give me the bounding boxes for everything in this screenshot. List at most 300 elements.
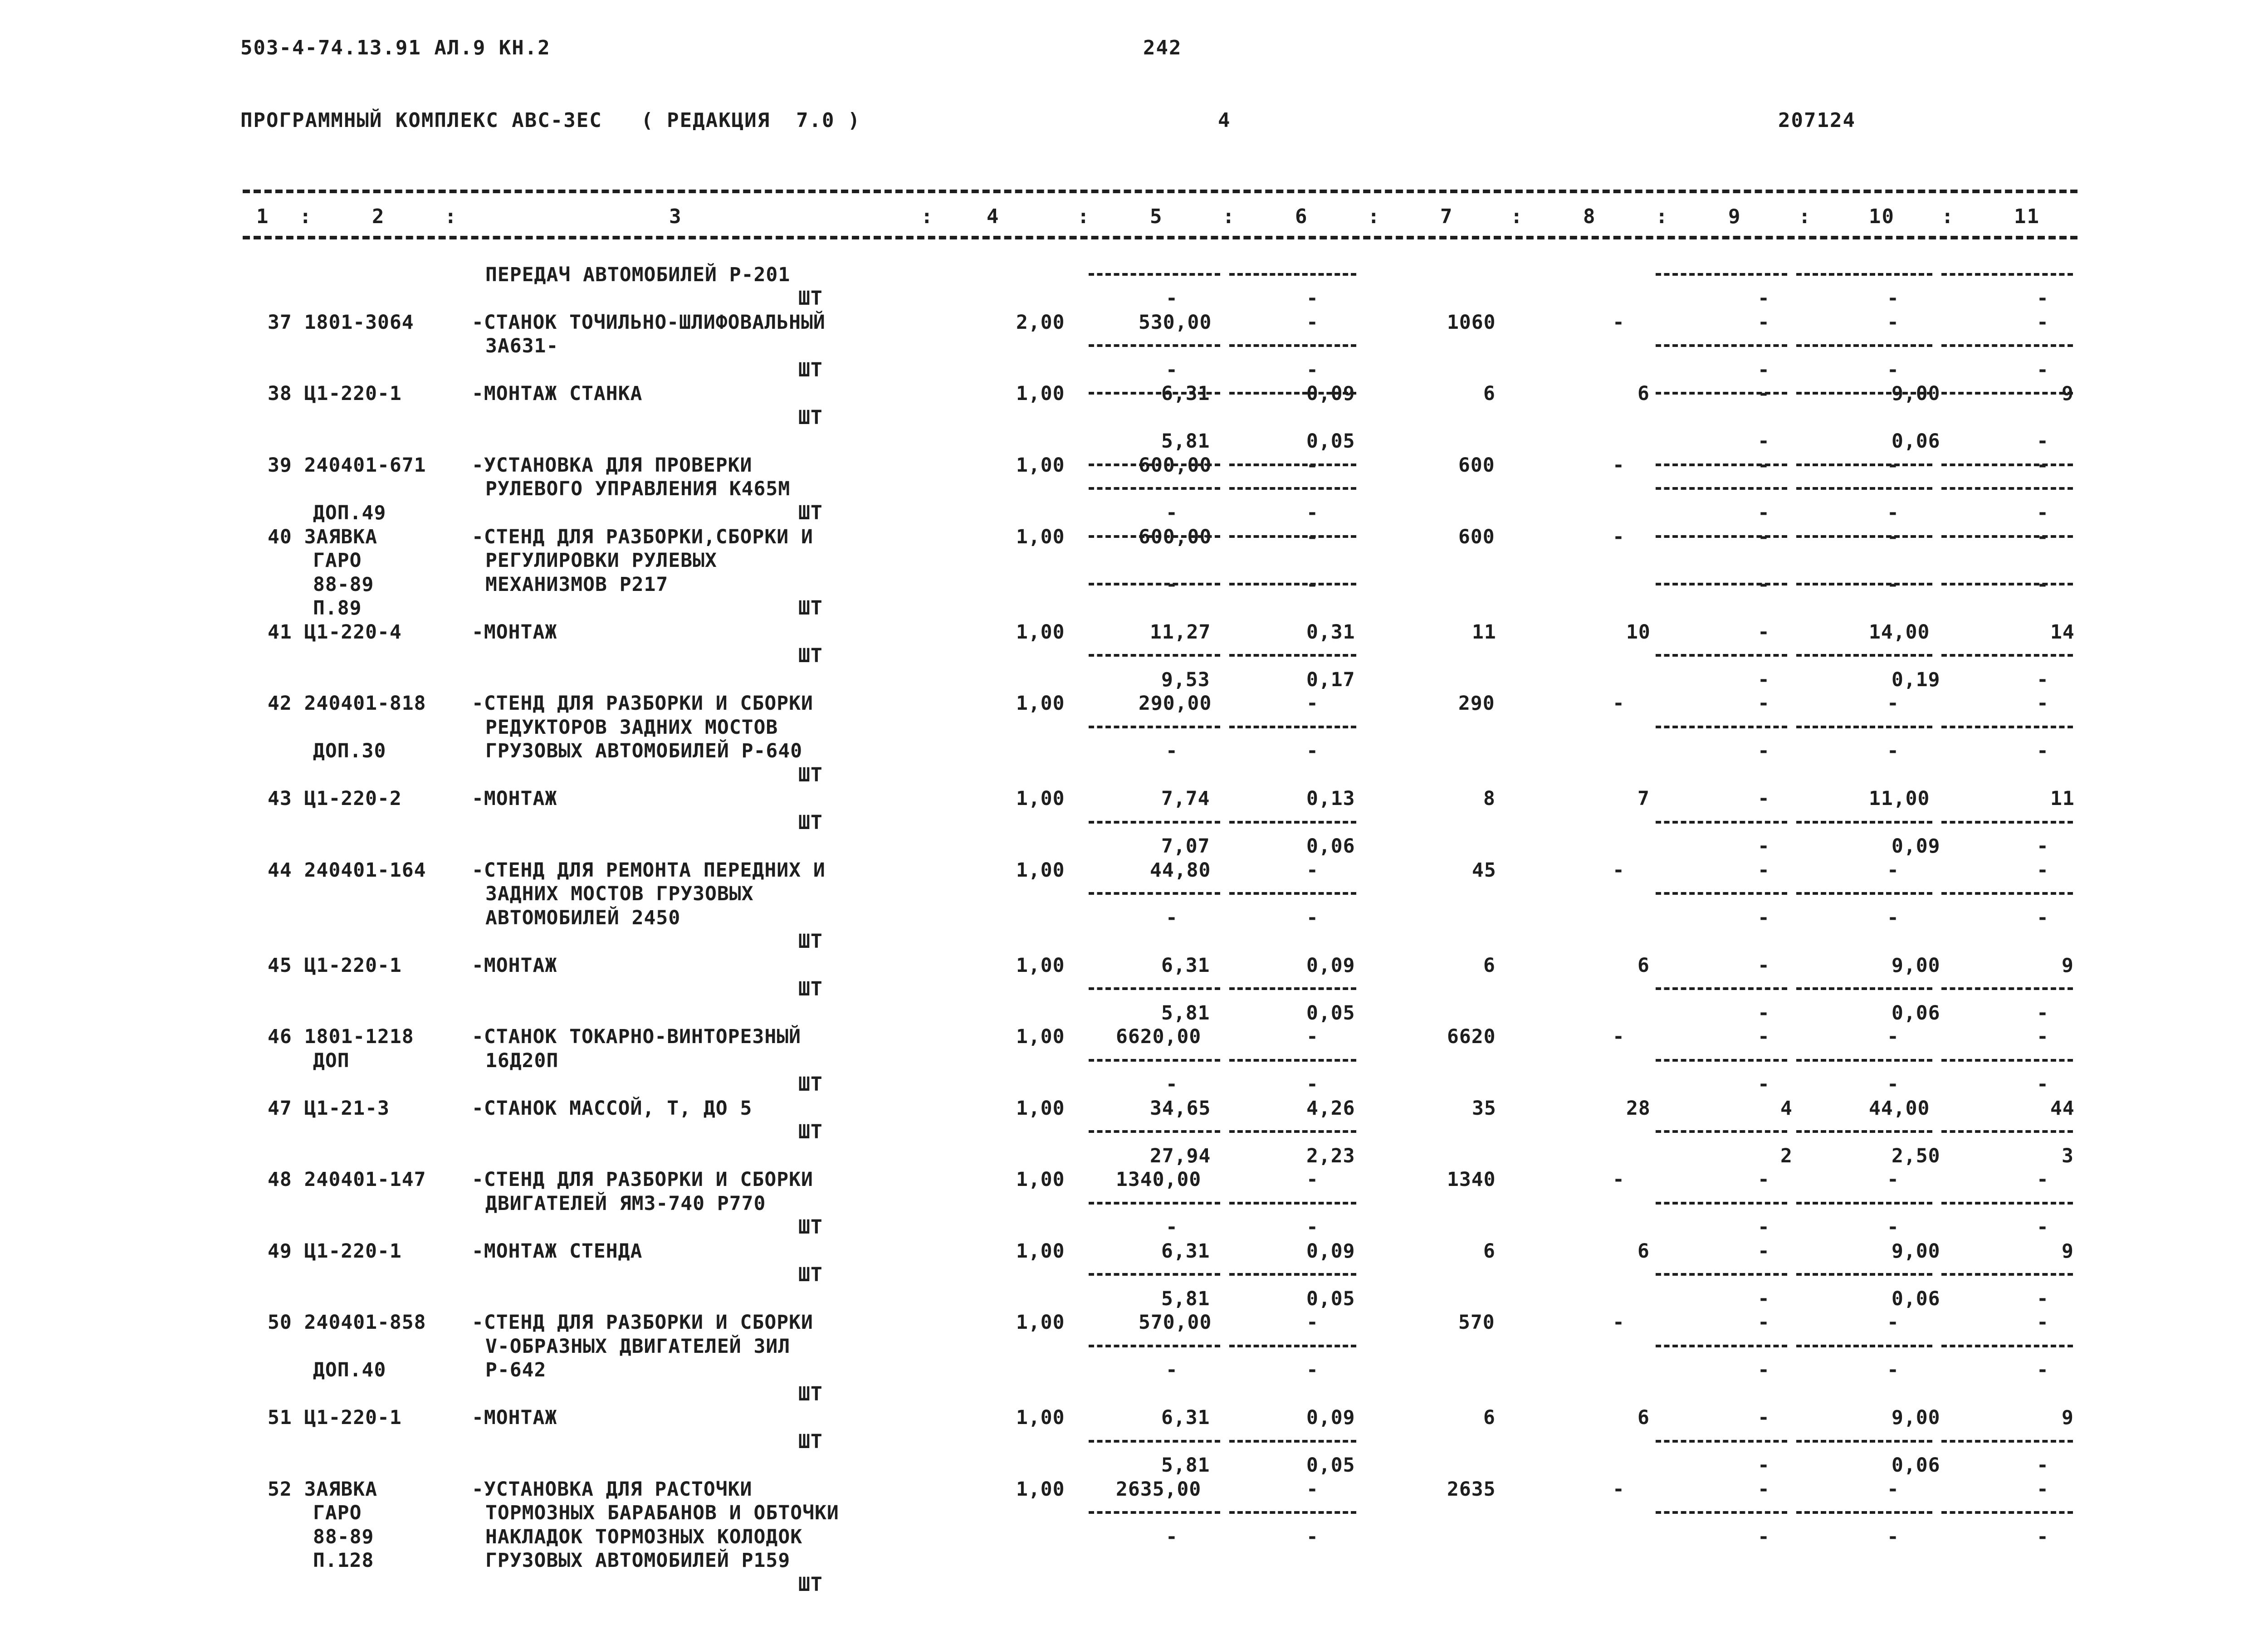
dash-segment: [1941, 1130, 2073, 1133]
document-code: 503-4-74.13.91 АЛ.9 КН.2: [240, 36, 551, 59]
value: 0,31: [1306, 621, 1355, 644]
value: 0,09: [1306, 954, 1355, 977]
dash-segment: [1941, 392, 2073, 395]
value: 11,00: [1869, 787, 1930, 810]
dash-segment: [1229, 487, 1356, 490]
value: 1060: [1447, 311, 1496, 334]
dash-segment: [1796, 392, 1932, 395]
value: 9: [2062, 954, 2074, 977]
column-separator: :: [1222, 205, 1236, 228]
row-text: -УСТАНОВКА ДЛЯ ПРОВЕРКИ: [472, 454, 753, 477]
dash-segment: [1656, 654, 1787, 657]
dash-segment: [1796, 1511, 1932, 1514]
table-top-rule: [243, 190, 2077, 193]
row-text: -СТЕНД ДЛЯ РЕМОНТА ПЕРЕДНИХ И: [472, 859, 826, 882]
dash-value: -: [2037, 835, 2049, 858]
dash-value: -: [2037, 359, 2049, 381]
row-text: НАКЛАДОК ТОРМОЗНЫХ КОЛОДОК: [485, 1526, 803, 1548]
dash-segment: [1941, 1202, 2073, 1205]
dash-value: -: [1613, 1168, 1625, 1191]
row-text: -СТАНОК МАССОЙ, Т, ДО 5: [472, 1097, 753, 1120]
value: 6620,00: [1116, 1025, 1202, 1048]
value: 290,00: [1139, 692, 1212, 715]
dash-value: -: [1758, 1216, 1770, 1239]
column-header-10: 10: [1869, 205, 1895, 228]
value: 35: [1472, 1097, 1496, 1120]
row-text: -МОНТАЖ: [472, 954, 557, 977]
row-text: ШТ: [798, 978, 823, 1000]
value: 44,00: [1869, 1097, 1930, 1120]
value: 0,05: [1306, 1454, 1355, 1477]
value: 1,00: [1016, 1478, 1065, 1501]
value: 34,65: [1150, 1097, 1211, 1120]
value: 1,00: [1016, 692, 1065, 715]
value: 0,05: [1306, 1002, 1355, 1024]
dash-segment: [1089, 463, 1220, 466]
value: 6,31: [1161, 954, 1210, 977]
row-text: МЕХАНИЗМОВ Р217: [485, 573, 669, 596]
dash-value: -: [1166, 287, 1178, 310]
dash-segment: [1941, 726, 2073, 728]
dash-segment: [1796, 1273, 1932, 1276]
value: 11: [1472, 621, 1496, 644]
value: 2: [1780, 1145, 1793, 1167]
dash-segment: [1796, 726, 1932, 728]
dash-value: -: [1887, 1073, 1899, 1096]
dash-value: -: [1758, 1240, 1770, 1263]
column-header-11: 11: [2014, 205, 2040, 228]
dash-segment: [1796, 463, 1932, 466]
dash-segment: [1089, 392, 1220, 395]
value: 6,31: [1161, 382, 1210, 405]
row-text: -МОНТАЖ СТЕНДА: [472, 1240, 643, 1263]
dash-value: -: [1306, 311, 1319, 334]
row-text: ДОП: [313, 1049, 350, 1072]
row-text: ШТ: [798, 502, 823, 524]
value: 44: [2050, 1097, 2075, 1120]
value: 0,09: [1892, 835, 1941, 858]
value: 27,94: [1150, 1145, 1211, 1167]
dash-value: -: [1887, 907, 1899, 929]
value: 6: [1637, 1406, 1650, 1429]
dash-value: -: [1887, 359, 1899, 381]
dash-segment: [1941, 487, 2073, 490]
value: 6: [1483, 382, 1496, 405]
value: 1340: [1447, 1168, 1496, 1191]
dash-value: -: [2037, 573, 2049, 596]
row-text: ГАРО: [313, 549, 362, 572]
column-separator: :: [1368, 205, 1381, 228]
value: 1,00: [1016, 954, 1065, 977]
value: 1,00: [1016, 1240, 1065, 1263]
dash-segment: [1229, 726, 1356, 728]
dash-value: -: [1166, 1073, 1178, 1096]
row-text: ШТ: [798, 287, 823, 310]
value: 3: [2062, 1145, 2074, 1167]
dash-segment: [1089, 654, 1220, 657]
dash-value: -: [1758, 1168, 1770, 1191]
column-header-9: 9: [1728, 205, 1741, 228]
column-separator: :: [445, 205, 458, 228]
value: 1,00: [1016, 1025, 1065, 1048]
row-text: ШТ: [798, 1073, 823, 1096]
value: 1,00: [1016, 1168, 1065, 1191]
value: 6: [1637, 382, 1650, 405]
dash-segment: [1089, 1273, 1220, 1276]
row-text: -МОНТАЖ: [472, 1406, 557, 1429]
row-text: 48 240401-147: [268, 1168, 426, 1191]
dash-segment: [1796, 654, 1932, 657]
dash-value: -: [1887, 1025, 1899, 1048]
row-text: 47 Ц1-21-3: [268, 1097, 390, 1120]
dash-value: -: [1166, 1526, 1178, 1548]
dash-value: -: [1306, 359, 1319, 381]
dash-value: -: [1613, 526, 1625, 548]
dash-segment: [1656, 892, 1787, 895]
dash-value: -: [1758, 1311, 1770, 1334]
value: 5,81: [1161, 1454, 1210, 1477]
dash-segment: [1796, 987, 1932, 990]
column-separator: :: [1941, 205, 1955, 228]
row-text: -МОНТАЖ: [472, 621, 557, 644]
dash-value: -: [1613, 1311, 1625, 1334]
value: 6: [1483, 1406, 1496, 1429]
dash-segment: [1089, 1511, 1220, 1514]
value: 9,00: [1892, 954, 1941, 977]
value: 0,06: [1892, 1002, 1941, 1024]
row-text: ШТ: [798, 1216, 823, 1239]
dash-value: -: [1887, 287, 1899, 310]
value: 6,31: [1161, 1406, 1210, 1429]
value: 28: [1626, 1097, 1651, 1120]
dash-segment: [1089, 726, 1220, 728]
value: 6,31: [1161, 1240, 1210, 1263]
value: 0,06: [1892, 430, 1941, 453]
dash-value: -: [2037, 1168, 2049, 1191]
dash-value: -: [2037, 668, 2049, 691]
value: 1,00: [1016, 621, 1065, 644]
value: 10: [1626, 621, 1651, 644]
row-text: РУЛЕВОГО УПРАВЛЕНИЯ К465М: [485, 478, 791, 500]
dash-value: -: [1887, 1311, 1899, 1334]
dash-segment: [1796, 1130, 1932, 1133]
column-header-6: 6: [1295, 205, 1308, 228]
value: 11,27: [1150, 621, 1211, 644]
dash-value: -: [1887, 1478, 1899, 1501]
row-text: 46 1801-1218: [268, 1025, 414, 1048]
value: 0,19: [1892, 668, 1941, 691]
row-text: 40 ЗАЯВКА: [268, 526, 377, 548]
dash-value: -: [2037, 1216, 2049, 1239]
dash-segment: [1941, 535, 2073, 538]
dash-segment: [1229, 583, 1356, 585]
dash-segment: [1089, 1059, 1220, 1062]
value: 9,00: [1892, 1240, 1941, 1263]
dash-value: -: [1166, 1216, 1178, 1239]
value: 600,00: [1139, 454, 1212, 477]
value: 530,00: [1139, 311, 1212, 334]
row-text: ШТ: [798, 1383, 823, 1405]
row-text: ТОРМОЗНЫХ БАРАБАНОВ И ОБТОЧКИ: [485, 1502, 839, 1524]
dash-segment: [1941, 344, 2073, 347]
dash-segment: [1229, 821, 1356, 824]
row-text: ШТ: [798, 406, 823, 429]
dash-value: -: [1887, 1526, 1899, 1548]
dash-segment: [1229, 987, 1356, 990]
value: 0,13: [1306, 787, 1355, 810]
value: 7: [1637, 787, 1650, 810]
value: 6: [1637, 954, 1650, 977]
dash-value: -: [1306, 502, 1319, 524]
row-text: 3А631-: [485, 335, 559, 357]
dash-segment: [1796, 821, 1932, 824]
dash-value: -: [2037, 1288, 2049, 1310]
row-text: 38 Ц1-220-1: [268, 382, 402, 405]
row-text: 16Д20П: [485, 1049, 559, 1072]
dash-value: -: [1758, 359, 1770, 381]
dash-value: -: [1758, 787, 1770, 810]
dash-segment: [1089, 1202, 1220, 1205]
dash-value: -: [1758, 954, 1770, 977]
dash-value: -: [1306, 1526, 1319, 1548]
dash-segment: [1796, 535, 1932, 538]
value: 0,17: [1306, 668, 1355, 691]
dash-value: -: [1613, 311, 1625, 334]
value: 0,06: [1892, 1454, 1941, 1477]
dash-value: -: [1887, 454, 1899, 477]
value: 4: [1780, 1097, 1793, 1120]
value: 6620: [1447, 1025, 1496, 1048]
dash-segment: [1941, 987, 2073, 990]
dash-value: -: [1758, 692, 1770, 715]
value: 44,80: [1150, 859, 1211, 882]
dash-value: -: [1758, 1288, 1770, 1310]
column-header-2: 2: [372, 205, 385, 228]
dash-segment: [1656, 1440, 1787, 1443]
row-text: ДОП.30: [313, 740, 386, 762]
dash-segment: [1229, 1345, 1356, 1347]
dash-value: -: [1758, 859, 1770, 882]
dash-segment: [1796, 1202, 1932, 1205]
dash-value: -: [1887, 1168, 1899, 1191]
dash-value: -: [1758, 573, 1770, 596]
row-text: ДОП.49: [313, 502, 386, 524]
value: 1,00: [1016, 1406, 1065, 1429]
dash-value: -: [1613, 1025, 1625, 1048]
value: 9,00: [1892, 382, 1941, 405]
value: 9: [2062, 382, 2074, 405]
value: 6: [1483, 954, 1496, 977]
dash-segment: [1089, 583, 1220, 585]
dash-segment: [1229, 1511, 1356, 1514]
value: 0,05: [1306, 1288, 1355, 1310]
row-text: ШТ: [798, 359, 823, 381]
row-text: 37 1801-3064: [268, 311, 414, 334]
column-separator: :: [921, 205, 934, 228]
dash-segment: [1229, 535, 1356, 538]
row-text: 45 Ц1-220-1: [268, 954, 402, 977]
dash-segment: [1941, 1345, 2073, 1347]
dash-value: -: [2037, 1478, 2049, 1501]
dash-value: -: [2037, 1311, 2049, 1334]
row-text: П.89: [313, 597, 362, 619]
dash-value: -: [2037, 502, 2049, 524]
value: 1,00: [1016, 382, 1065, 405]
dash-segment: [1941, 583, 2073, 585]
row-text: ШТ: [798, 1121, 823, 1143]
value: 9: [2062, 1406, 2074, 1429]
dash-value: -: [1758, 311, 1770, 334]
dash-segment: [1229, 1059, 1356, 1062]
dash-value: -: [1306, 907, 1319, 929]
program-title: ПРОГРАММНЫЙ КОМПЛЕКС АВС-ЗЕС ( РЕДАКЦИЯ 7.0 ): [240, 109, 861, 132]
value: 1,00: [1016, 526, 1065, 548]
value: 9,53: [1161, 668, 1210, 691]
column-separator: :: [299, 205, 313, 228]
row-text: РЕДУКТОРОВ ЗАДНИХ МОСТОВ: [485, 716, 778, 739]
row-text: -МОНТАЖ СТАНКА: [472, 382, 643, 405]
page-number: 242: [1143, 36, 1182, 59]
value: 0,06: [1306, 835, 1355, 858]
value: 600: [1458, 526, 1495, 548]
dash-value: -: [1166, 502, 1178, 524]
dash-value: -: [2037, 311, 2049, 334]
dash-value: -: [2037, 1073, 2049, 1096]
dash-segment: [1796, 273, 1932, 276]
column-separator: :: [1799, 205, 1812, 228]
dash-value: -: [2037, 859, 2049, 882]
row-text: -СТЕНД ДЛЯ РАЗБОРКИ И СБОРКИ: [472, 1311, 813, 1334]
dash-segment: [1796, 1345, 1932, 1347]
value: 1,00: [1016, 454, 1065, 477]
dash-segment: [1089, 487, 1220, 490]
dash-value: -: [1306, 1359, 1319, 1381]
dash-value: -: [1306, 1073, 1319, 1096]
dash-segment: [1941, 892, 2073, 895]
dash-value: -: [2037, 1002, 2049, 1024]
row-text: V-ОБРАЗНЫХ ДВИГАТЕЛЕЙ ЗИЛ: [485, 1335, 791, 1358]
column-separator: :: [1656, 205, 1669, 228]
dash-segment: [1089, 987, 1220, 990]
value: 5,81: [1161, 1002, 1210, 1024]
value: 570: [1458, 1311, 1495, 1334]
dash-value: -: [1166, 907, 1178, 929]
row-text: ШТ: [798, 811, 823, 834]
dash-segment: [1089, 821, 1220, 824]
row-text: 41 Ц1-220-4: [268, 621, 402, 644]
dash-value: -: [1758, 526, 1770, 548]
dash-value: -: [1758, 907, 1770, 929]
column-header-3: 3: [669, 205, 682, 228]
dash-segment: [1941, 463, 2073, 466]
row-text: ШТ: [798, 1263, 823, 1286]
row-text: 44 240401-164: [268, 859, 426, 882]
dash-value: -: [2037, 1454, 2049, 1477]
dash-value: -: [1887, 1216, 1899, 1239]
row-text: ШТ: [798, 930, 823, 953]
value: 14: [2050, 621, 2075, 644]
dash-segment: [1229, 392, 1356, 395]
dash-segment: [1229, 1273, 1356, 1276]
value: 5,81: [1161, 430, 1210, 453]
value: 0,09: [1306, 1240, 1355, 1263]
dash-segment: [1941, 821, 2073, 824]
dash-segment: [1796, 344, 1932, 347]
row-text: 52 ЗАЯВКА: [268, 1478, 377, 1501]
dash-segment: [1089, 273, 1220, 276]
row-text: ШТ: [798, 1573, 823, 1596]
dash-value: -: [1613, 454, 1625, 477]
dash-value: -: [1306, 287, 1319, 310]
row-text: 42 240401-818: [268, 692, 426, 715]
value: 1,00: [1016, 1097, 1065, 1120]
dash-value: -: [1306, 1025, 1319, 1048]
row-text: ДВИГАТЕЛЕЙ ЯМЗ-740 Р770: [485, 1192, 766, 1215]
row-text: АВТОМОБИЛЕЙ 2450: [485, 907, 681, 929]
dash-segment: [1941, 273, 2073, 276]
dash-value: -: [1887, 1359, 1899, 1381]
dash-value: -: [1613, 1478, 1625, 1501]
dash-value: -: [1758, 1406, 1770, 1429]
value: 45: [1472, 859, 1496, 882]
dash-value: -: [1306, 1478, 1319, 1501]
dash-segment: [1941, 654, 2073, 657]
value: 600: [1458, 454, 1495, 477]
dash-value: -: [1166, 573, 1178, 596]
row-text: -СТЕНД ДЛЯ РАЗБОРКИ И СБОРКИ: [472, 1168, 813, 1191]
column-header-4: 4: [987, 205, 1000, 228]
dash-value: -: [1758, 740, 1770, 762]
dash-value: -: [1306, 1216, 1319, 1239]
dash-segment: [1656, 344, 1787, 347]
dash-segment: [1229, 892, 1356, 895]
dash-value: -: [2037, 454, 2049, 477]
dash-segment: [1796, 892, 1932, 895]
value: 0,09: [1306, 1406, 1355, 1429]
dash-segment: [1089, 344, 1220, 347]
dash-value: -: [2037, 740, 2049, 762]
value: 570,00: [1139, 1311, 1212, 1334]
dash-value: -: [1166, 740, 1178, 762]
dash-value: -: [2037, 692, 2049, 715]
column-header-8: 8: [1583, 205, 1596, 228]
sheet-number: 4: [1218, 109, 1231, 132]
row-text: 49 Ц1-220-1: [268, 1240, 402, 1263]
dash-value: -: [1887, 859, 1899, 882]
dash-segment: [1796, 1440, 1932, 1443]
dash-value: -: [1758, 1478, 1770, 1501]
dash-segment: [1656, 821, 1787, 824]
dash-value: -: [1887, 526, 1899, 548]
dash-segment: [1941, 1440, 2073, 1443]
row-text: ШТ: [798, 644, 823, 667]
dash-segment: [1656, 1059, 1787, 1062]
dash-value: -: [2037, 1025, 2049, 1048]
dash-value: -: [1166, 359, 1178, 381]
value: 290: [1458, 692, 1495, 715]
dash-segment: [1941, 1273, 2073, 1276]
dash-value: -: [2037, 907, 2049, 929]
dash-value: -: [1613, 692, 1625, 715]
value: 9: [2062, 1240, 2074, 1263]
row-text: 88-89: [313, 573, 374, 596]
row-text: 51 Ц1-220-1: [268, 1406, 402, 1429]
value: 6: [1483, 1240, 1496, 1263]
value: 0,05: [1306, 430, 1355, 453]
column-separator: :: [1077, 205, 1090, 228]
dash-segment: [1656, 726, 1787, 728]
dash-value: -: [2037, 526, 2049, 548]
